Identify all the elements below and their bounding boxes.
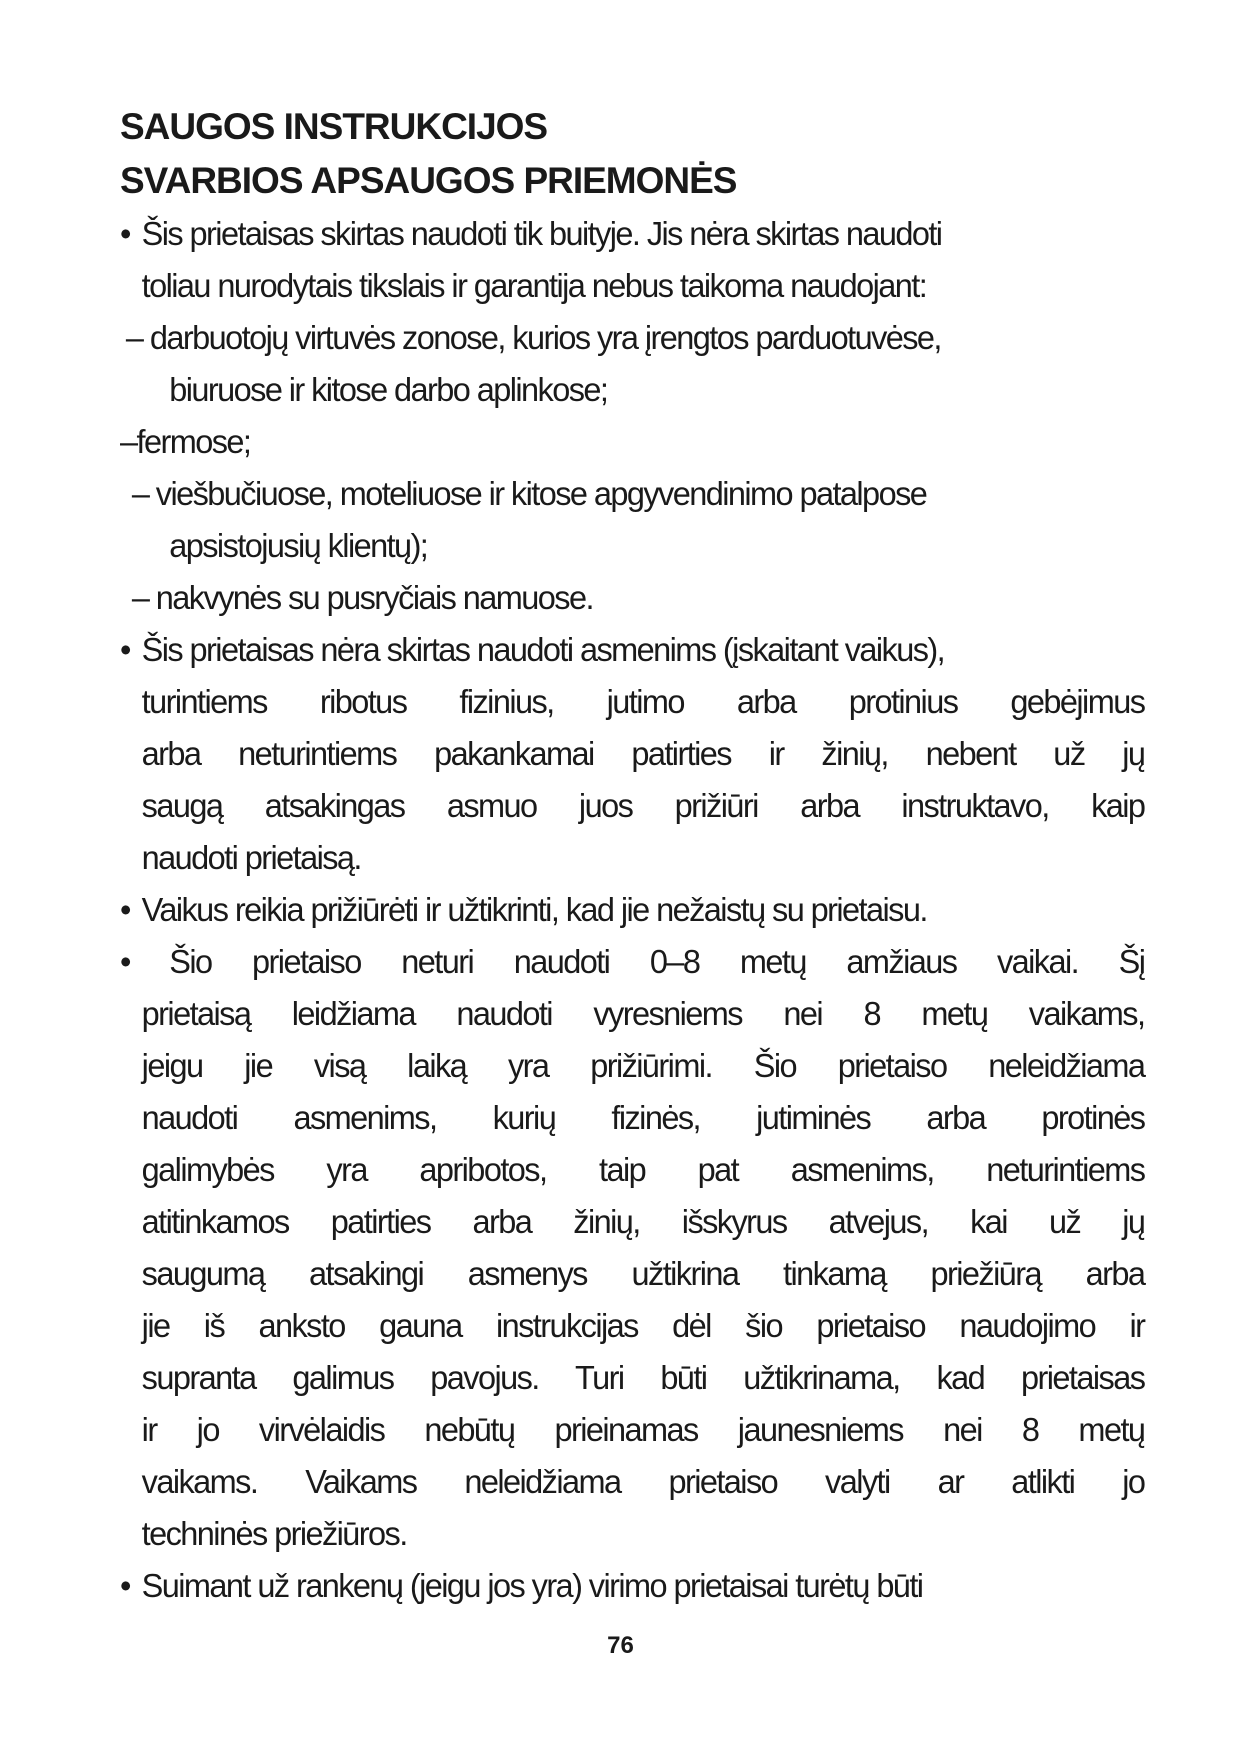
text-line: jeigu jie visą laiką yra prižiūrimi. Šio prietaiso neleidžiama <box>141 1047 1145 1084</box>
bullet-icon: • <box>120 943 130 980</box>
text-line: supranta galimus pavojus. Turi būti užtikrinama, kad prietaisas <box>141 1359 1145 1396</box>
text-line: saugumą atsakingi asmenys užtikrina tinkamą priežiūrą arba <box>141 1255 1145 1292</box>
heading <box>120 100 1160 208</box>
text-line: galimybės yra apribotos, taip pat asmenims, neturintiems <box>141 1151 1145 1188</box>
text-line: biuruose ir kitose darbo aplinkose; <box>169 371 608 408</box>
text-line: prietaisą leidžiama naudoti vyresniems nei 8 metų vaikams, <box>141 995 1145 1032</box>
bullet-item-restricted-persons <box>120 624 1144 884</box>
dash-item-bed-breakfast <box>120 572 1144 624</box>
text-line: atitinkamos patirties arba žinių, išskyrus atvejus, kai už jų <box>141 1203 1145 1240</box>
dash-item-staff-kitchens <box>120 312 1144 416</box>
bullet-icon: • <box>120 215 130 252</box>
text-line: toliau nurodytais tikslais ir garantija nebus taikoma naudojant: <box>141 267 927 304</box>
bullet-item-supervise-children <box>120 884 1144 936</box>
text-line: ir jo virvėlaidis nebūtų prieinamas jaunesniems nei 8 metų <box>141 1411 1145 1448</box>
heading-line-1: SAUGOS INSTRUKCIJOS <box>120 106 548 147</box>
bullet-item-domestic-use <box>120 208 1144 312</box>
bullet-icon: • <box>120 1567 130 1604</box>
text-line: –fermose; <box>120 423 251 460</box>
text-line: Šio prietaiso neturi naudoti 0–8 metų amžiaus vaikai. Šį <box>169 943 1145 980</box>
text-line: jie iš anksto gauna instrukcijas dėl šio prietaiso naudojimo ir <box>141 1307 1145 1344</box>
document-page <box>120 100 1160 1612</box>
text-line: – nakvynės su pusryčiais namuose. <box>131 579 593 616</box>
dash-item-hotels <box>120 468 1144 572</box>
text-line: saugą atsakingas asmuo juos prižiūri arba instruktavo, kaip <box>141 787 1145 824</box>
text-line: Vaikus reikia prižiūrėti ir užtikrinti, kad jie nežaistų su prietaisu. <box>141 891 927 928</box>
text-line: arba neturintiems pakankamai patirties ir žinių, nebent už jų <box>141 735 1145 772</box>
heading-line-2: SVARBIOS APSAUGOS PRIEMONĖS <box>120 160 737 201</box>
bullet-item-handles <box>120 1560 1144 1612</box>
text-line: Suimant už rankenų (jeigu jos yra) virimo prietaisai turėtų būti <box>141 1567 923 1604</box>
bullet-item-age-restriction <box>120 936 1144 1560</box>
text-line: techninės priežiūros. <box>141 1515 407 1552</box>
text-line: naudoti prietaisą. <box>141 839 361 876</box>
text-line: – darbuotojų virtuvės zonose, kurios yra įrengtos parduotuvėse, <box>125 319 941 356</box>
text-line: Šis prietaisas nėra skirtas naudoti asmenims (įskaitant vaikus), <box>141 631 945 668</box>
text-line: apsistojusių klientų); <box>169 527 428 564</box>
page-number: 76 <box>607 1632 634 1659</box>
bullet-icon: • <box>120 891 130 928</box>
text-line: – viešbučiuose, moteliuose ir kitose apgyvendinimo patalpose <box>131 475 927 512</box>
body-text <box>120 208 1144 1612</box>
bullet-icon: • <box>120 631 130 668</box>
dash-item-farms <box>120 416 1144 468</box>
text-line: vaikams. Vaikams neleidžiama prietaiso valyti ar atlikti jo <box>141 1463 1145 1500</box>
text-line: Šis prietaisas skirtas naudoti tik buityje. Jis nėra skirtas naudoti <box>141 215 942 252</box>
text-line: turintiems ribotus fizinius, jutimo arba protinius gebėjimus <box>141 683 1145 720</box>
text-line: naudoti asmenims, kurių fizinės, jutiminės arba protinės <box>141 1099 1145 1136</box>
